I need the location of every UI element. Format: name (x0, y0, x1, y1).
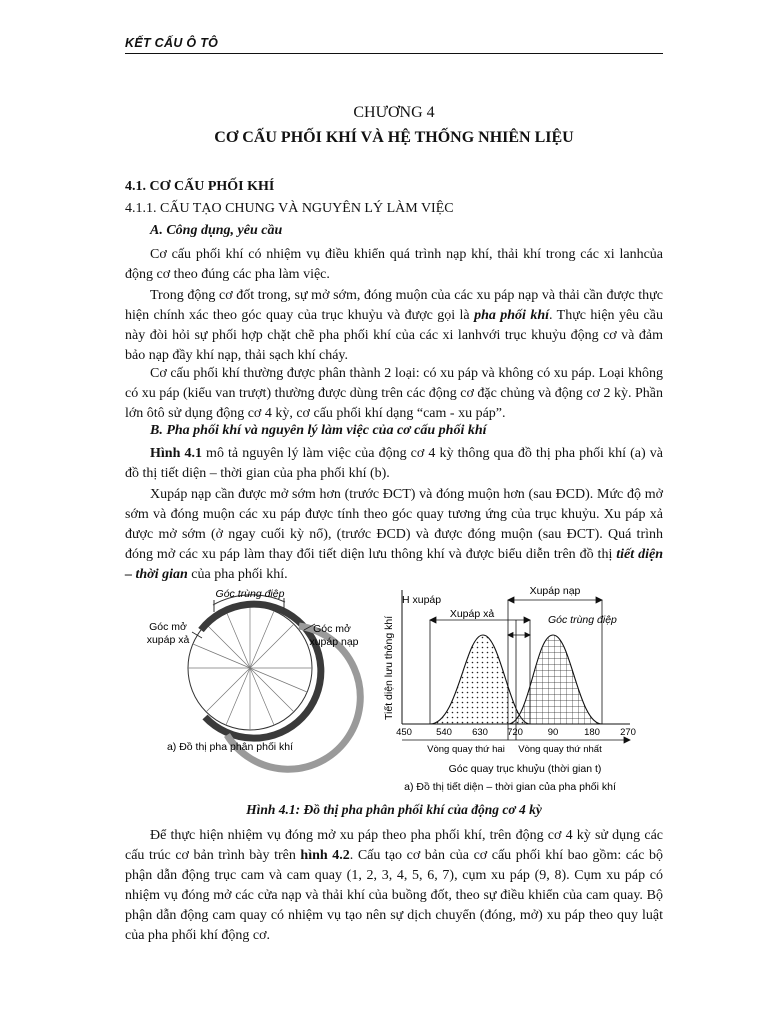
section-time-diagram (402, 590, 630, 743)
exhaust-open-label-2: xupáp xả (146, 634, 190, 646)
part-a-heading: A. Công dụng, yêu cầu (150, 223, 283, 238)
exhaust-valve-label: Xupáp xả (449, 608, 495, 620)
section-heading: 4.1. CƠ CẤU PHỐI KHÍ (125, 179, 275, 194)
tick-540: 540 (436, 727, 452, 738)
valve-lift-label: H xupáp (402, 594, 442, 606)
tick-90: 90 (547, 727, 559, 738)
subsection-heading: 4.1.1. CẤU TẠO CHUNG VÀ NGUYÊN LÝ LÀM VIỆC (125, 201, 454, 216)
chapter-title: CƠ CẤU PHỐI KHÍ VÀ HỆ THỐNG NHIÊN LIỆU (214, 129, 574, 146)
tick-630: 630 (472, 727, 488, 738)
overlap-label: Góc trùng điệp (548, 614, 617, 626)
y-axis-label: Tiết diện lưu thông khí (383, 615, 395, 720)
x-axis-label: Góc quay trục khuỷu (thời gian t) (448, 763, 602, 775)
intake-open-label: Góc mở (313, 623, 351, 635)
intake-open-label-2: xupáp nạp (309, 636, 359, 648)
part-b-heading: B. Pha phối khí và nguyên lý làm việc của cơ cấu phối khí (150, 423, 487, 438)
figure-4-1 (110, 580, 650, 798)
right-figure-caption: a) Đồ thị tiết diện – thời gian của pha phối khí (404, 781, 616, 793)
paragraph-5: Xupáp nạp cần được mở sớm hơn (trước ĐCT) và đóng muộn hơn (sau ĐCD). Mức độ mở sớm và đóng muộn các xu páp được tính theo góc quay tương ứng của trục khuỷu. Xu páp xả được mở sớm (ở ngay cuối kỳ nổ), (trước ĐCD) và được đóng muộn (sau ĐCT). Quá trình đóng mở các xu páp làm thay đổi tiết diện lưu thông khí và được biểu diễn trên đồ thị tiết diện – thời gian của pha phối khí. (125, 487, 663, 582)
paragraph-4: Hình 4.1 mô tả nguyên lý làm việc của động cơ 4 kỳ thông qua đồ thị pha phối khí (a) và đồ thị tiết diện – thời gian của pha phối khí (b). (125, 446, 663, 481)
figure-caption: Hình 4.1: Đồ thị pha phân phối khí của động cơ 4 kỳ (246, 802, 542, 817)
paragraph-3: Cơ cấu phối khí thường được phân thành 2 loại: có xu páp và không có xu páp. Loại không có xu páp (kiểu van trượt) thường được dùng trên các động cơ đặc chủng và động cơ 2 kỳ. Phần lớn ôtô sử dụng động cơ 4 kỳ, cơ cấu phối khí dạng “cam - xu páp”. (125, 366, 663, 421)
left-figure-caption: a) Đồ thị pha phân phối khí (166, 741, 294, 753)
exhaust-open-label: Góc mở (149, 621, 187, 633)
running-header: KẾT CẤU Ô TÔ (125, 36, 219, 50)
paragraph-2: Trong động cơ đốt trong, sự mở sớm, đóng muộn của các xu páp nạp và thải cần được thực hiện chính xác theo góc quay của trục khuỷu và được gọi là pha phối khí. Thực hiện yêu cầu này đòi hỏi sự phối hợp chặt chẽ pha phối khí của các xi lanhvới trục khuỷu động cơ và đảm bảo nạp đầy khí nạp, thải sạch khí cháy. (125, 288, 663, 363)
paragraph-1: Cơ cấu phối khí có nhiệm vụ điều khiển quá trình nạp khí, thải khí trong các xi lanhcủa động cơ theo đúng các pha làm việc. (125, 247, 663, 282)
header-rule (125, 53, 663, 54)
tick-180: 180 (584, 727, 600, 738)
tick-270: 270 (620, 727, 636, 738)
intake-valve-label: Xupáp nạp (529, 585, 581, 597)
chapter-number: CHƯƠNG 4 (353, 104, 435, 121)
second-revolution-label: Vòng quay thứ hai (427, 744, 505, 755)
tick-450: 450 (396, 727, 412, 738)
overlap-angle-label: Góc trùng điệp (215, 588, 285, 600)
first-revolution-label: Vòng quay thứ nhất (518, 744, 602, 755)
tick-720: 720 (507, 727, 523, 738)
paragraph-6: Để thực hiện nhiệm vụ đóng mở xu páp theo pha phối khí, trên động cơ 4 kỳ sử dụng các cấu trúc cơ bản trình bày trên hình 4.2. Cấu tạo cơ bản của cơ cấu phối khí bao gồm: các bộ phận dẫn động trục cam và cam quay (1, 2, 3, 4, 5, 6, 7), cụm xu páp (9, 8). Cụm xu páp có nhiệm vụ đóng mở các cửa nạp và thải khí của buồng đốt, theo sự điều khiển của cam quay. Bộ phận dẫn động cam quay có nhiệm vụ tạo nên sự dịch chuyển (đóng, mở) xu páp theo quy luật của pha phối khí động cơ. (125, 828, 664, 943)
